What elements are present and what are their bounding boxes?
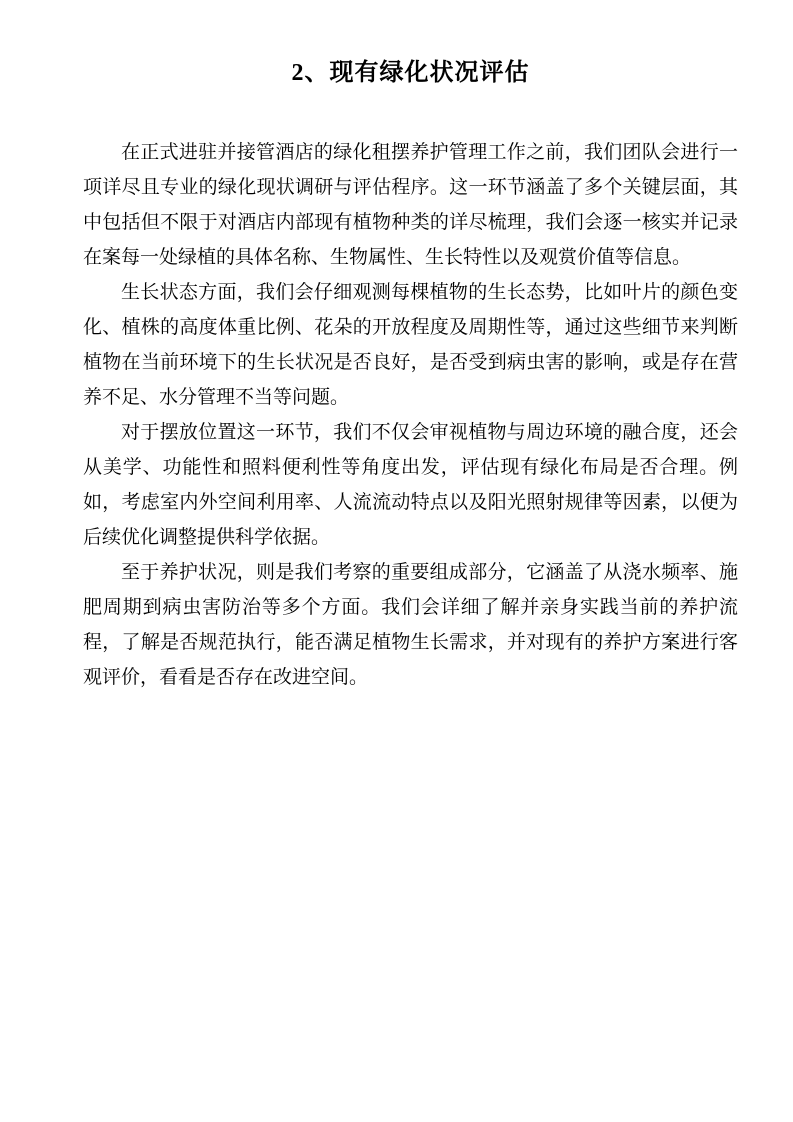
paragraph: 在正式进驻并接管酒店的绿化租摆养护管理工作之前，我们团队会进行一项详尽且专业的绿化现状调研与评估程序。这一环节涵盖了多个关键层面，其中包括但不限于对酒店内部现有植物种类的详尽梳理，我们会逐一核实并记录在案每一处绿植的具体名称、生物属性、生长特性以及观赏价值等信息。 — [83, 142, 738, 268]
paragraph: 至于养护状况，则是我们考察的重要组成部分，它涵盖了从浇水频率、施肥周期到病虫害防治等多个方面。我们会详细了解并亲身实践当前的养护流程，了解是否规范执行，能否满足植物生长需求，并对现有的养护方案进行客观评价，看看是否存在改进空间。 — [83, 562, 738, 688]
document-body — [83, 135, 738, 695]
paragraph: 生长状态方面，我们会仔细观测每棵植物的生长态势，比如叶片的颜色变化、植株的高度体重比例、花朵的开放程度及周期性等，通过这些细节来判断植物在当前环境下的生长状况是否良好，是否受到病虫害的影响，或是存在营养不足、水分管理不当等问题。 — [83, 282, 738, 408]
paragraph: 对于摆放位置这一环节，我们不仅会审视植物与周边环境的融合度，还会从美学、功能性和照料便利性等角度出发，评估现有绿化布局是否合理。例如，考虑室内外空间利用率、人流流动特点以及阳光照射规律等因素，以便为后续优化调整提供科学依据。 — [83, 422, 738, 548]
page-title: 2、现有绿化状况评估 — [291, 60, 530, 86]
